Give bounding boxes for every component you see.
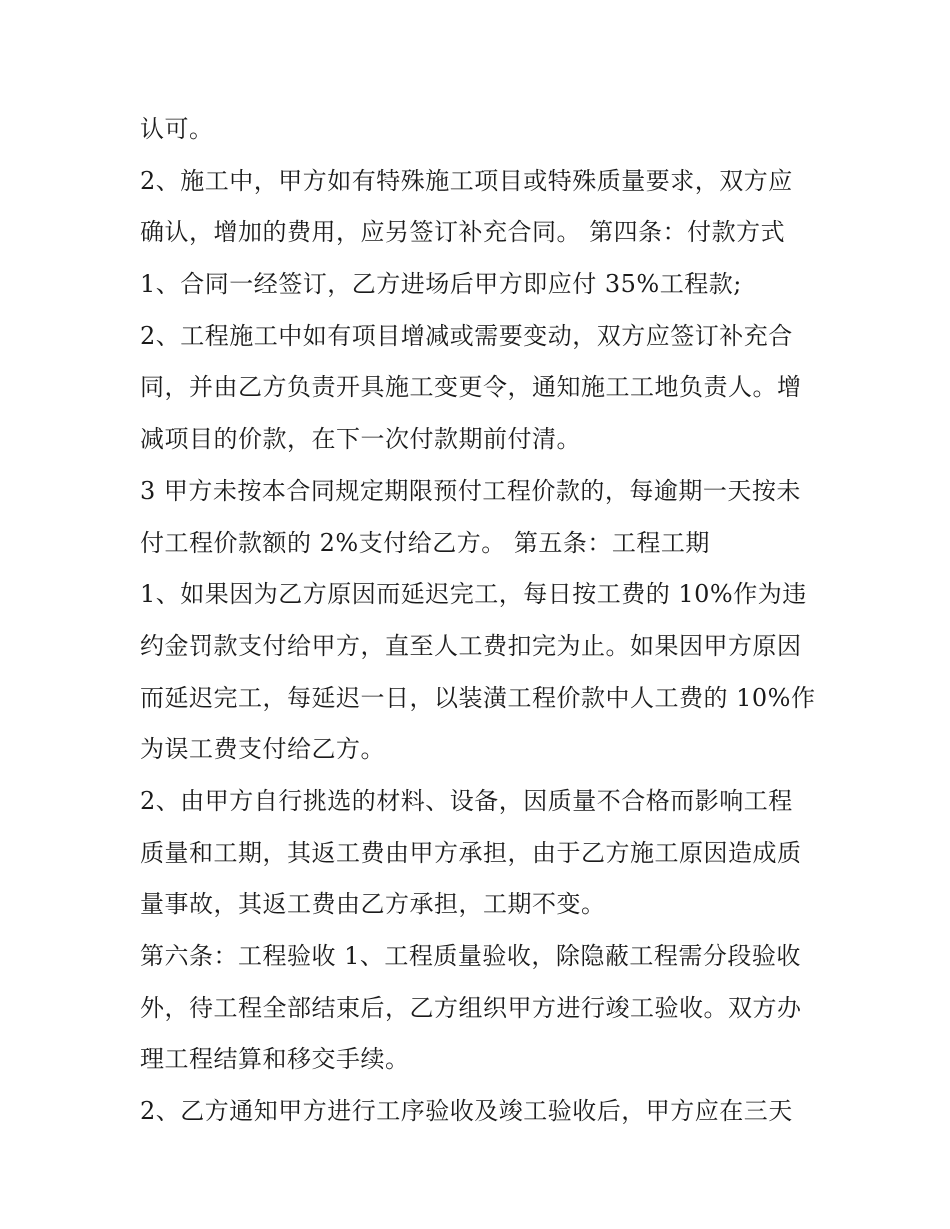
paragraph <box>140 1086 820 1138</box>
text-line: 2、施工中，甲方如有特殊施工项目或特殊质量要求，双方应 <box>140 166 793 195</box>
text-line: 2、工程施工中如有项目增减或需要变动，双方应签订补充合 <box>140 321 793 350</box>
paragraph <box>140 259 820 311</box>
text-line: 1、如果因为乙方原因而延迟完工，每日按工费的 10%作为违 <box>140 580 807 609</box>
document-body <box>140 104 820 1138</box>
paragraph <box>140 569 820 776</box>
paragraph <box>140 156 820 259</box>
text-line: 理工程结算和移交手续。 <box>140 1045 410 1074</box>
text-line: 认可。 <box>140 115 214 143</box>
text-line: 为误工费支付给乙方。 <box>140 735 385 764</box>
paragraph <box>140 931 820 1086</box>
text-line: 2、乙方通知甲方进行工序验收及竣工验收后，甲方应在三天 <box>140 1097 793 1126</box>
text-line: 质量和工期，其返工费由甲方承担，由于乙方施工原因造成质 <box>140 838 802 867</box>
text-line: 确认，增加的费用，应另签订补充合同。 第四条：付款方式 <box>140 218 786 247</box>
paragraph <box>140 776 820 931</box>
text-line: 2、由甲方自行挑选的材料、设备，因质量不合格而影响工程 <box>140 786 793 815</box>
text-line: 第六条：工程验收 1、工程质量验收，除隐蔽工程需分段验收 <box>140 942 801 970</box>
text-line: 量事故，其返工费由乙方承担，工期不变。 <box>140 890 606 919</box>
text-line: 付工程价款额的 2%支付给乙方。 第五条：工程工期 <box>140 528 710 557</box>
paragraph <box>140 104 820 156</box>
text-line: 同，并由乙方负责开具施工变更令，通知施工工地负责人。增 <box>140 373 802 402</box>
text-line: 外，待工程全部结束后，乙方组织甲方进行竣工验收。双方办 <box>140 993 802 1022</box>
paragraph <box>140 466 820 569</box>
text-line: 3 甲方未按本合同规定期限预付工程价款的，每逾期一天按未 <box>140 476 801 505</box>
text-line: 而延迟完工，每延迟一日，以装潢工程价款中人工费的 10%作 <box>140 683 816 712</box>
paragraph <box>140 311 820 466</box>
text-line: 减项目的价款，在下一次付款期前付清。 <box>140 425 581 454</box>
text-line: 1、合同一经签订，乙方进场后甲方即应付 35%工程款; <box>140 270 742 299</box>
text-line: 约金罚款支付给甲方，直至人工费扣完为止。如果因甲方原因 <box>140 631 802 660</box>
